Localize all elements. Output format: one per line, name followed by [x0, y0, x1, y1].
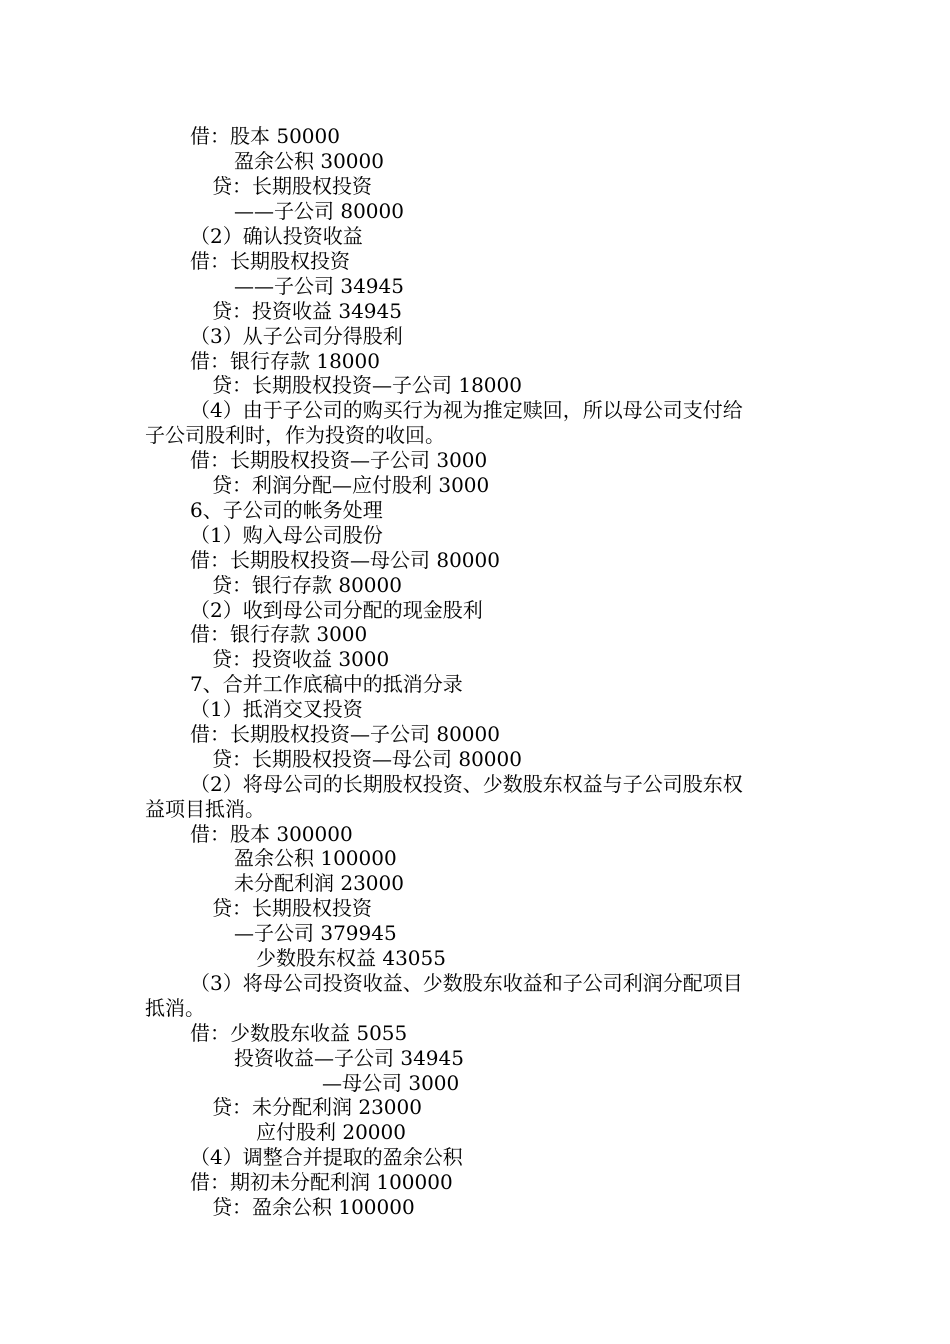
- text-line: 抵消。: [145, 996, 205, 1020]
- text-line: 借：长期股权投资—子公司 3000: [190, 448, 488, 472]
- text-line: 贷：利润分配—应付股利 3000: [212, 473, 490, 497]
- text-line: 贷：未分配利润 23000: [212, 1095, 422, 1119]
- text-line: 贷：长期股权投资: [212, 896, 372, 920]
- text-line: 借：银行存款 18000: [190, 349, 380, 373]
- text-line: —子公司 379945: [234, 921, 397, 945]
- text-line: （3）从子公司分得股利: [190, 324, 403, 348]
- text-line: （3）将母公司投资收益、少数股东收益和子公司利润分配项目: [190, 971, 743, 995]
- text-line: （2）确认投资收益: [190, 224, 363, 248]
- text-line: 少数股东权益 43055: [256, 946, 446, 970]
- text-line: 借：少数股东收益 5055: [190, 1021, 408, 1045]
- text-line: （2）将母公司的长期股权投资、少数股东权益与子公司股东权: [190, 772, 743, 796]
- text-line: 未分配利润 23000: [234, 871, 404, 895]
- text-line: 7、合并工作底稿中的抵消分录: [190, 672, 463, 696]
- text-line: 借：长期股权投资—母公司 80000: [190, 548, 500, 572]
- text-line: （4）调整合并提取的盈余公积: [190, 1145, 463, 1169]
- text-line: （1）抵消交叉投资: [190, 697, 363, 721]
- text-line: 贷：投资收益 34945: [212, 299, 402, 323]
- text-line: 借：股本 50000: [190, 124, 340, 148]
- text-line: 借：长期股权投资—子公司 80000: [190, 722, 500, 746]
- text-line: 贷：投资收益 3000: [212, 647, 390, 671]
- text-line: 益项目抵消。: [145, 797, 265, 821]
- text-line: 贷：长期股权投资—母公司 80000: [212, 747, 522, 771]
- text-line: 借：长期股权投资: [190, 249, 350, 273]
- text-line: 投资收益—子公司 34945: [234, 1046, 464, 1070]
- text-line: 贷：银行存款 80000: [212, 573, 402, 597]
- text-line: （4）由于子公司的购买行为视为推定赎回，所以母公司支付给: [190, 398, 743, 422]
- text-line: 盈余公积 100000: [234, 846, 397, 870]
- text-line: 子公司股利时，作为投资的收回。: [145, 423, 445, 447]
- text-line: （1）购入母公司股份: [190, 523, 383, 547]
- text-line: 贷：盈余公积 100000: [212, 1195, 415, 1219]
- text-line: 贷：长期股权投资—子公司 18000: [212, 373, 522, 397]
- text-line: ——子公司 34945: [234, 274, 404, 298]
- text-line: —母公司 3000: [322, 1071, 460, 1095]
- text-line: 应付股利 20000: [256, 1120, 406, 1144]
- text-line: （2）收到母公司分配的现金股利: [190, 598, 483, 622]
- text-line: 6、子公司的帐务处理: [190, 498, 383, 522]
- text-line: 贷：长期股权投资: [212, 174, 372, 198]
- text-line: 借：期初未分配利润 100000: [190, 1170, 453, 1194]
- text-line: ——子公司 80000: [234, 199, 404, 223]
- text-line: 盈余公积 30000: [234, 149, 384, 173]
- text-line: 借：股本 300000: [190, 822, 353, 846]
- text-line: 借：银行存款 3000: [190, 622, 368, 646]
